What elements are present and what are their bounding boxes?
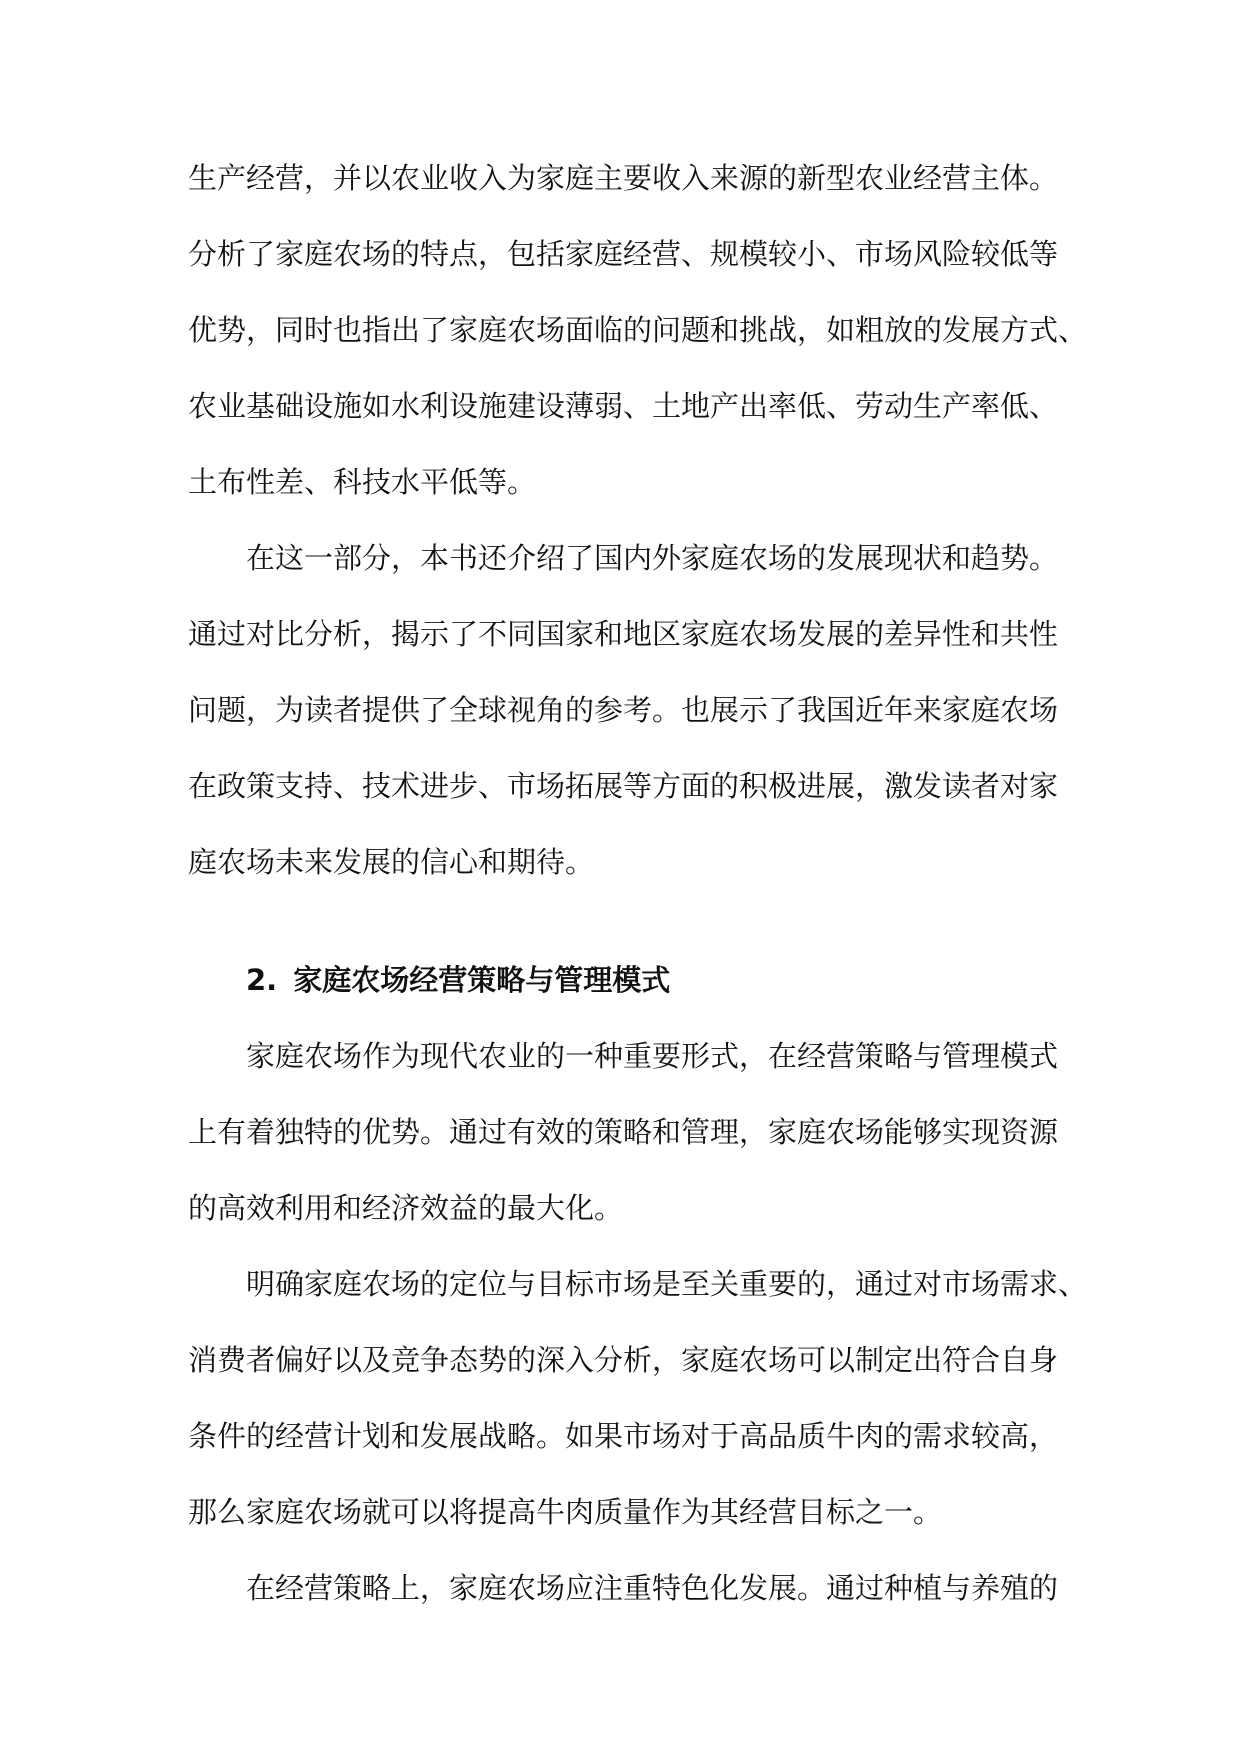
text-line: 优势，同时也指出了家庭农场面临的问题和挑战，如粗放的发展方式、 — [188, 313, 1088, 347]
text-line: 分析了家庭农场的特点，包括家庭经营、规模较小、市场风险较低等 — [188, 237, 1059, 271]
text-line: 在这一部分，本书还介绍了国内外家庭农场的发展现状和趋势。 — [246, 541, 1059, 575]
text-line: 问题，为读者提供了全球视角的参考。也展示了我国近年来家庭农场 — [188, 693, 1059, 727]
text-line: 通过对比分析，揭示了不同国家和地区家庭农场发展的差异性和共性 — [188, 617, 1059, 651]
text-line: 农业基础设施如水利设施建设薄弱、土地产出率低、劳动生产率低、 — [188, 389, 1059, 423]
section-heading — [188, 942, 1068, 1018]
section-number: 2. — [246, 963, 278, 997]
text-line: 庭农场未来发展的信心和期待。 — [188, 845, 595, 879]
body-text — [188, 140, 1088, 1626]
text-line: 上有着独特的优势。通过有效的策略和管理，家庭农场能够实现资源 — [188, 1115, 1059, 1149]
paragraph-family-farm-features — [188, 140, 1088, 520]
section-title: 家庭农场经营策略与管理模式 — [293, 963, 671, 997]
text-line: 条件的经营计划和发展战略。如果市场对于高品质牛肉的需求较高， — [188, 1419, 1059, 1453]
text-line: 那么家庭农场就可以将提高牛肉质量作为其经营目标之一。 — [188, 1495, 943, 1529]
text-line: 家庭农场作为现代农业的一种重要形式，在经营策略与管理模式 — [246, 1039, 1059, 1073]
paragraph-specialization — [188, 1550, 1068, 1626]
paragraph-domestic-foreign-status — [188, 520, 1068, 900]
paragraph-strategy-intro — [188, 1018, 1068, 1246]
text-line: 的高效利用和经济效益的最大化。 — [188, 1191, 624, 1225]
text-line: 消费者偏好以及竞争态势的深入分析，家庭农场可以制定出符合自身 — [188, 1343, 1059, 1377]
text-line: 在政策支持、技术进步、市场拓展等方面的积极进展，激发读者对家 — [188, 769, 1059, 803]
text-line: 生产经营，并以农业收入为家庭主要收入来源的新型农业经营主体。 — [188, 161, 1059, 195]
text-line: 土布性差、科技水平低等。 — [188, 465, 537, 499]
text-line: 在经营策略上，家庭农场应注重特色化发展。通过种植与养殖的 — [246, 1571, 1059, 1605]
text-line: 明确家庭农场的定位与目标市场是至关重要的，通过对市场需求、 — [246, 1267, 1088, 1301]
paragraph-target-market — [188, 1246, 1088, 1550]
